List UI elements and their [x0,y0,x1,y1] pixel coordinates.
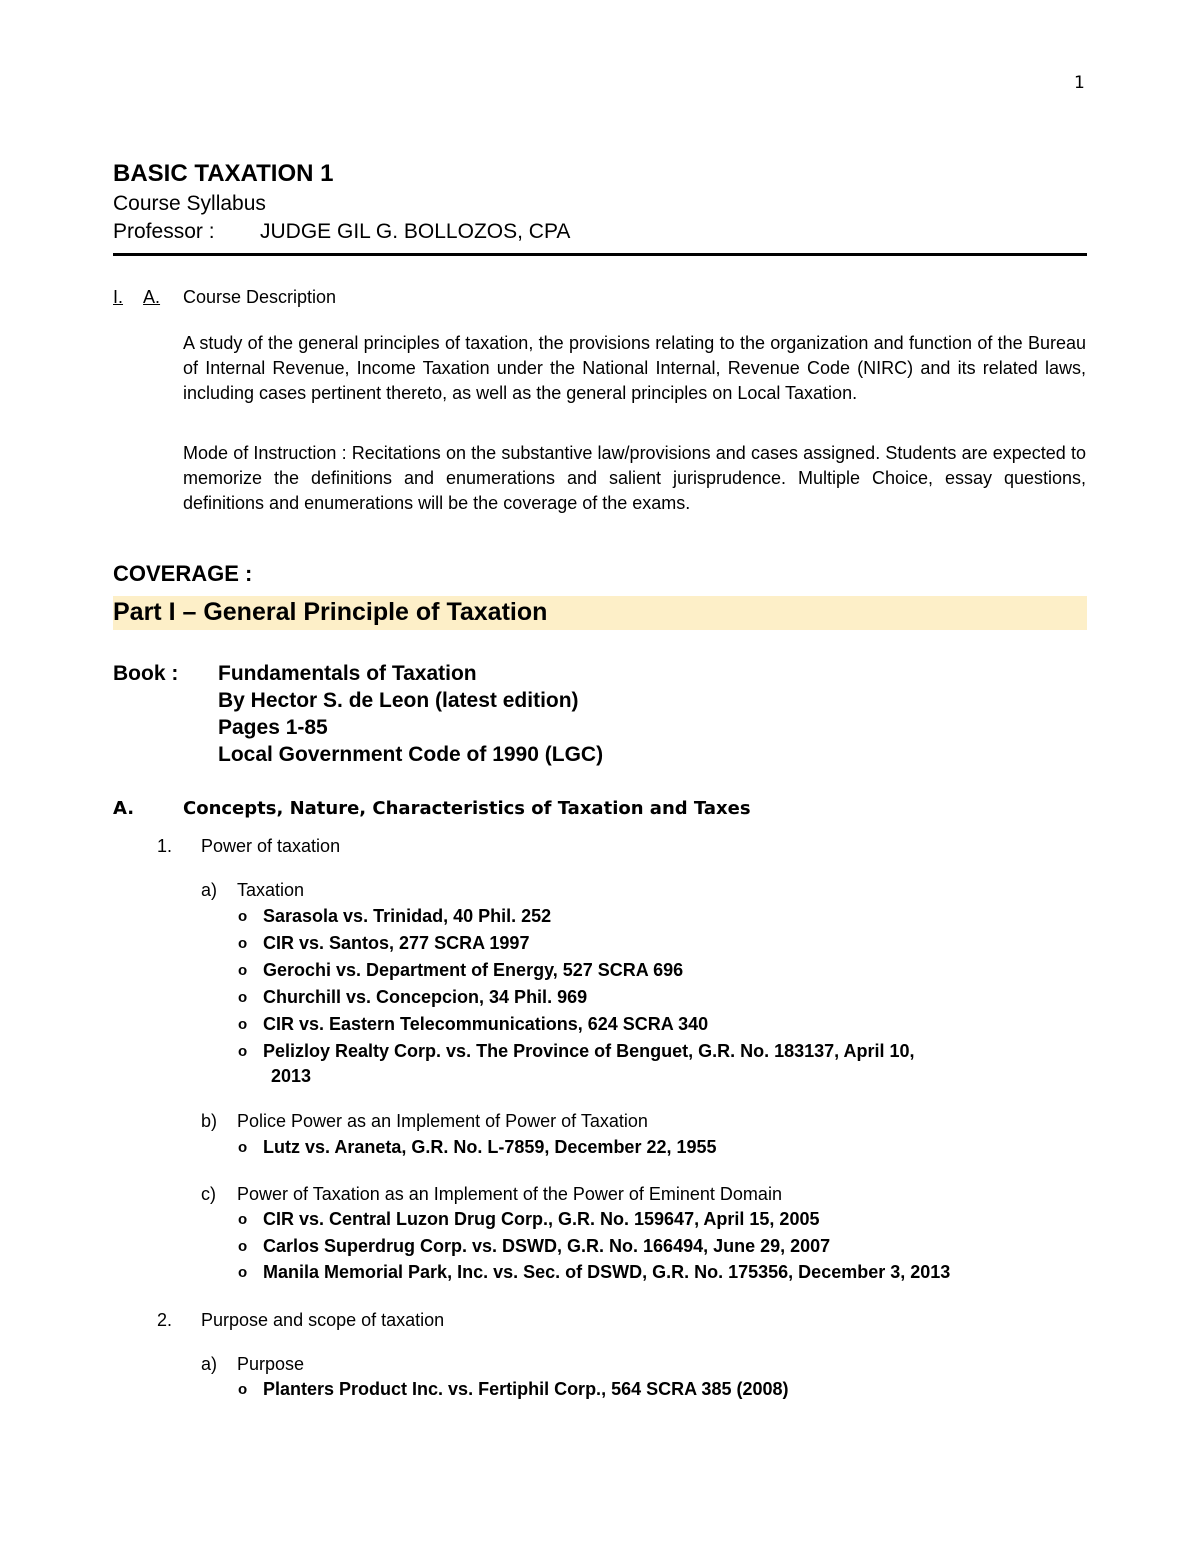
bullet-icon: o [238,908,248,925]
section-roman: I. [113,287,124,307]
section-number [113,287,160,308]
bullet-icon: o [238,989,248,1006]
bullet-icon: o [238,1016,248,1033]
case-citation: CIR vs. Santos, 277 SCRA 1997 [263,933,530,953]
bullet-icon: o [238,1043,248,1060]
book-line: By Hector S. de Leon (latest edition) [218,689,579,712]
page-number: 1 [1074,73,1085,93]
course-description-paragraph: A study of the general principles of taxation, the provisions relating to the organization and function of the Bureau of Internal Revenue, Income Taxation under the National Internal, Revenue Code (NIRC) and its related laws, including cases pertinent thereto, as well as the general principles on Local Taxation. [183,333,1086,403]
case-citation: Lutz vs. Araneta, G.R. No. L-7859, December 22, 1955 [263,1137,717,1157]
case-citation: Sarasola vs. Trinidad, 40 Phil. 252 [263,906,552,926]
case-citation: Gerochi vs. Department of Energy, 527 SCRA 696 [263,960,684,980]
sub-item-text: Purpose [237,1354,305,1374]
professor-line [113,220,571,244]
document-title: BASIC TAXATION 1 [113,160,334,187]
list-item-text: Purpose and scope of taxation [201,1310,445,1330]
sub-item-letter: c) [201,1184,216,1204]
section-label: Course Description [183,287,337,307]
sub-item-letter: b) [201,1111,218,1131]
case-citation: CIR vs. Eastern Telecommunications, 624 SCRA 340 [263,1014,709,1034]
book-line: Pages 1-85 [218,716,328,739]
bullet-icon: o [238,1381,248,1398]
book-line: Local Government Code of 1990 (LGC) [218,743,604,766]
list-item-number: 1. [157,836,173,856]
list-item-text: Power of taxation [201,836,341,856]
professor-label: Professor : [113,220,215,243]
bullet-icon: o [238,935,248,952]
case-citation: Carlos Superdrug Corp. vs. DSWD, G.R. No. 166494, June 29, 2007 [263,1236,831,1256]
bullet-icon: o [238,1264,248,1281]
case-citation-continuation: 2013 [271,1066,312,1086]
book-label: Book : [113,662,179,685]
case-citation: Planters Product Inc. vs. Fertiphil Corp., 564 SCRA 385 (2008) [263,1379,789,1399]
list-item-number: 2. [157,1310,173,1330]
bullet-icon: o [238,1238,248,1255]
subsection-letter: A. [113,798,135,819]
sub-item-letter: a) [201,1354,218,1374]
bullet-icon: o [238,1211,248,1228]
book-line: Fundamentals of Taxation [218,662,477,685]
coverage-heading: COVERAGE : [113,561,253,586]
sub-item-text: Taxation [237,880,305,900]
part-heading: Part I – General Principle of Taxation [113,598,548,626]
header-divider [113,253,1087,256]
subsection-title: Concepts, Nature, Characteristics of Taxation and Taxes [183,798,751,819]
sub-item-text: Power of Taxation as an Implement of the Power of Eminent Domain [237,1184,782,1204]
professor-name: JUDGE GIL G. BOLLOZOS, CPA [260,220,571,243]
case-citation: CIR vs. Central Luzon Drug Corp., G.R. No. 159647, April 15, 2005 [263,1209,820,1229]
bullet-icon: o [238,962,248,979]
bullet-icon: o [238,1139,248,1156]
document-subtitle: Course Syllabus [113,192,266,215]
case-citation: Churchill vs. Concepcion, 34 Phil. 969 [263,987,588,1007]
mode-of-instruction-paragraph: Mode of Instruction : Recitations on the substantive law/provisions and cases assigned. Students are expected to memorize the definitions and enumerations and salient jurisprudence. Multiple Choice, essay questions, definitions and enumerations will be the coverage of the exams. [183,443,1086,513]
section-letter: A. [143,287,161,307]
sub-item-text: Police Power as an Implement of Power of Taxation [237,1111,648,1131]
sub-item-letter: a) [201,880,218,900]
case-citation: Manila Memorial Park, Inc. vs. Sec. of DSWD, G.R. No. 175356, December 3, 2013 [263,1262,951,1282]
case-citation: Pelizloy Realty Corp. vs. The Province of Benguet, G.R. No. 183137, April 10, [263,1041,915,1061]
